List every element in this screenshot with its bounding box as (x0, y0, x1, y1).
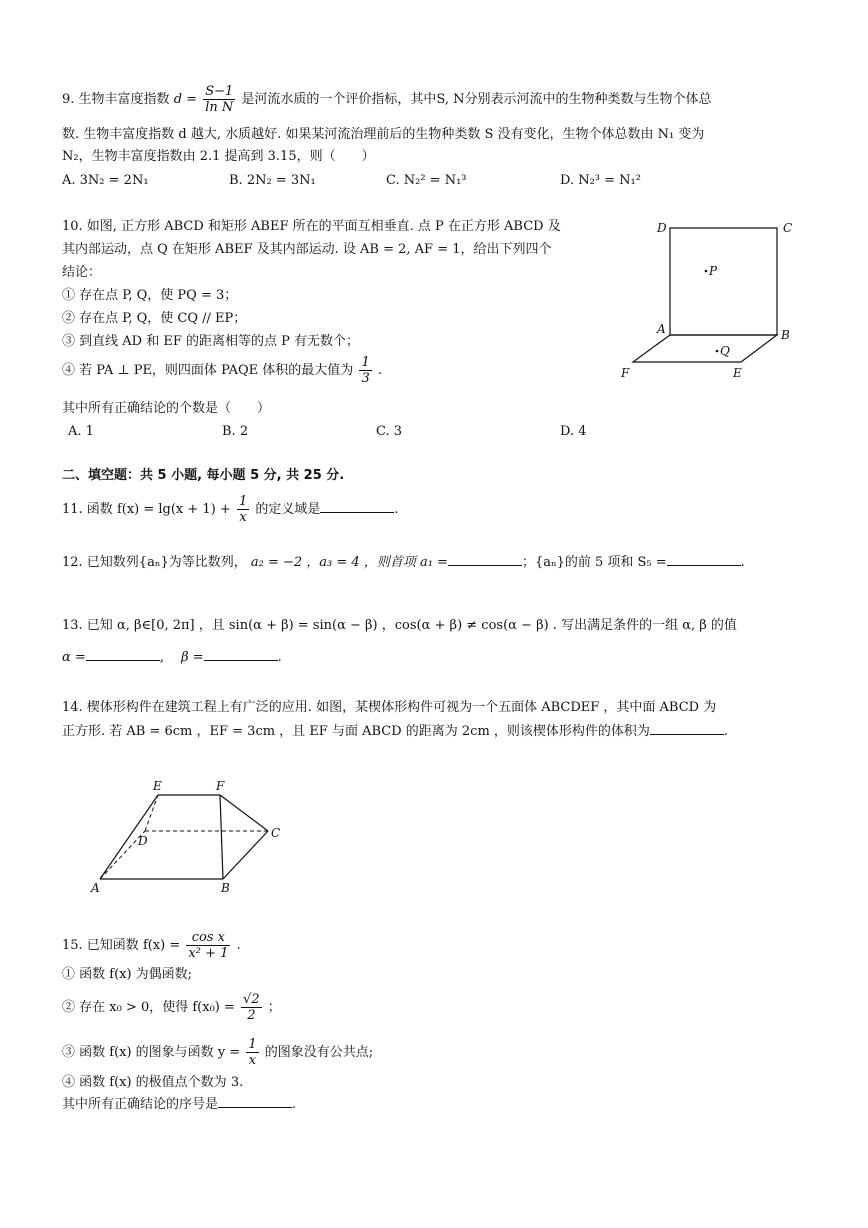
q10-option-b: B. 2 (222, 424, 249, 439)
q15-conclusion-1: ① 函数 f(x) 为偶函数; (62, 967, 193, 982)
q11-line: 11. 函数 f(x) = lg(x + 1) + $\frac{1}{x}$ 的定义域是 . (62, 494, 399, 525)
q9-line2: 数. 生物丰富度指数 d 越大, 水质越好. 如果某河流治理前后的生物种类数 S 没有变化，生物个体总数由 N₁ 变为 (62, 127, 705, 142)
q11-fraction (237, 494, 249, 525)
q9-line1 (62, 84, 712, 115)
q15-answer-blank[interactable] (218, 1095, 292, 1108)
q13-alpha: α = (62, 650, 86, 665)
q9-prefix: 9. 生物丰富度指数 (62, 92, 170, 107)
q15-question-line: 其中所有正确结论的序号是 . (62, 1097, 297, 1112)
q9-option-a: A. 3N₂ = 2N₁ (62, 173, 149, 188)
q10-option-c: C. 3 (376, 424, 403, 439)
q10-line1: 10. 如图, 正方形 ABCD 和矩形 ABEF 所在的平面互相垂直. 点 P 在正方形 ABCD 及 (62, 219, 561, 234)
q15-prefix: 15. 已知函数 f(x) = (62, 938, 181, 953)
label-b: B (781, 328, 790, 342)
edge-bc (223, 831, 268, 879)
label-c: C (271, 826, 281, 840)
q13-alpha-blank[interactable] (86, 648, 160, 661)
q14-line1: 14. 楔体形构件在建筑工程上有广泛的应用. 如图，某楔体形构件可视为一个五面体 ABCDEF ，其中面 ABCD 为 (62, 700, 717, 715)
rectangle-abef (633, 335, 777, 362)
q15-conclusion-2 (62, 992, 281, 1023)
q14-line2: 正方形. 若 AB = 6cm ，EF = 3cm ，且 EF 与面 ABCD 的距离为 2cm ，则该楔体形构件的体积为 . (62, 724, 729, 739)
q13-beta-blank[interactable] (204, 648, 278, 661)
q13-line1: 13. 已知 α, β∈[0, 2π] ，且 sin(α + β) = sin(α − β) ，cos(α + β) ≠ cos(α − β) . 写出满足条件的一组 α, β 的值 (62, 618, 737, 633)
point-q-dot (716, 350, 719, 353)
square-abcd (670, 228, 777, 335)
q15-den: x² + 1 (188, 946, 229, 961)
q15-c2-den: 2 (247, 1008, 256, 1023)
label-e: E (733, 366, 742, 380)
label-a: A (657, 322, 666, 336)
q10-conclusion-3: ③ 到直线 AD 和 EF 的距离相等的点 P 有无数个； (62, 334, 359, 349)
section-2-heading: 二、填空题：共 5 小题, 每小题 5 分, 共 25 分. (62, 468, 345, 483)
q11-num: 1 (238, 494, 248, 509)
q11-suffix: 的定义域是 (255, 502, 321, 517)
q9-line1-rest: 是河流水质的一个评价指标，其中S, N分别表示河流中的生物种类数与生物个体总 (241, 92, 712, 107)
q15-c2-fraction (241, 992, 262, 1023)
q13-beta: β = (181, 650, 204, 665)
q9-d-eq: d = (173, 92, 198, 107)
edge-de-hidden (145, 795, 158, 831)
q10-c4-den: 3 (361, 371, 370, 386)
q10-c4-prefix: ④ 若 PA ⊥ PE，则四面体 PAQE 体积的最大值为 (62, 363, 354, 378)
edge-bf (220, 795, 223, 879)
q15-c3-prefix: ③ 函数 f(x) 的图象与函数 y = (62, 1045, 241, 1060)
q15-c3-fraction (246, 1037, 258, 1068)
edge-ae (100, 795, 158, 879)
q14-answer-blank[interactable] (650, 722, 724, 735)
q10-line2: 其内部运动，点 Q 在矩形 ABEF 及其内部运动. 设 AB = 2, AF = 1，给出下列四个 (62, 242, 552, 257)
label-a: A (91, 881, 100, 895)
label-d: D (657, 221, 667, 235)
q15-fraction (186, 930, 230, 961)
label-b: B (221, 881, 230, 895)
q12-mid: a₂ = −2 ，a₃ = 4 ，则首项 a₁ = (250, 555, 448, 570)
label-e: E (153, 779, 162, 793)
q13-line2: α = , β = . (62, 650, 282, 665)
q12-s5-blank[interactable] (667, 553, 741, 566)
q9-option-d: D. N₂³ = N₁² (560, 173, 641, 188)
q12-a1-blank[interactable] (448, 553, 522, 566)
label-f: F (216, 779, 225, 793)
q11-prefix: 11. 函数 f(x) = lg(x + 1) + (62, 502, 231, 517)
q10-line3: 结论： (62, 265, 102, 280)
q12-prefix: 12. 已知数列{aₙ}为等比数列， (62, 555, 247, 570)
q10-conclusion-4 (62, 355, 382, 386)
q9-line3: N₂，生物丰富度指数由 2.1 提高到 3.15，则（ ） (62, 149, 375, 164)
q12-mid2: ；{aₙ}的前 5 项和 S₅ = (521, 555, 667, 570)
q10-conclusion-1: ① 存在点 P, Q，使 PQ = 3； (62, 288, 238, 303)
q10-option-a: A. 1 (68, 424, 94, 439)
q10-figure (615, 215, 805, 385)
point-p-dot (705, 270, 708, 273)
q12-line: 12. 已知数列{aₙ}为等比数列， a₂ = −2 ，a₃ = 4 ，则首项 a₁ = ；{aₙ}的前 5 项和 S₅ = . (62, 555, 745, 570)
q9-frac-den: ln N (205, 100, 234, 115)
q15-c3-den: x (248, 1053, 257, 1068)
q14-line2-text: 正方形. 若 AB = 6cm ，EF = 3cm ，且 EF 与面 ABCD 的距离为 2cm ，则该楔体形构件的体积为 (62, 724, 650, 739)
q9-option-c: C. N₂² = N₁³ (386, 173, 467, 188)
q10-option-d: D. 4 (560, 424, 587, 439)
edge-fc (220, 795, 268, 831)
q10-conclusion-2: ② 存在点 P, Q，使 CQ // EP； (62, 311, 247, 326)
q15-c3-num: 1 (248, 1037, 257, 1052)
q15-conclusion-3 (62, 1037, 373, 1068)
label-f: F (621, 366, 630, 380)
q15-c2-prefix: ② 存在 x₀ > 0，使得 f(x₀) = (62, 1000, 235, 1015)
label-c: C (783, 221, 793, 235)
q9-fraction (203, 84, 235, 115)
q9-option-b: B. 2N₂ = 3N₁ (229, 173, 316, 188)
q15-c2-num: √2 (243, 992, 260, 1007)
q10-c4-suffix: . (377, 363, 382, 378)
q14-figure (85, 775, 295, 895)
q15-line1 (62, 930, 241, 961)
q9-frac-num: S−1 (205, 84, 234, 99)
q15-num: cos x (186, 930, 230, 946)
q15-suffix: . (236, 938, 241, 953)
q10-question: 其中所有正确结论的个数是（ ） (62, 401, 271, 416)
q10-c4-fraction (359, 355, 371, 386)
label-q: Q (720, 344, 730, 358)
q11-den: x (239, 510, 247, 525)
label-d: D (138, 834, 148, 848)
q11-answer-blank[interactable] (320, 500, 394, 513)
q10-c4-num: 1 (361, 355, 370, 370)
q15-c3-suffix: 的图象没有公共点; (264, 1045, 374, 1060)
q15-conclusion-4: ④ 函数 f(x) 的极值点个数为 3. (62, 1075, 244, 1090)
label-p: P (709, 264, 718, 278)
q15-question: 其中所有正确结论的序号是 (62, 1097, 219, 1112)
q15-c2-suffix: ； (267, 1000, 281, 1015)
